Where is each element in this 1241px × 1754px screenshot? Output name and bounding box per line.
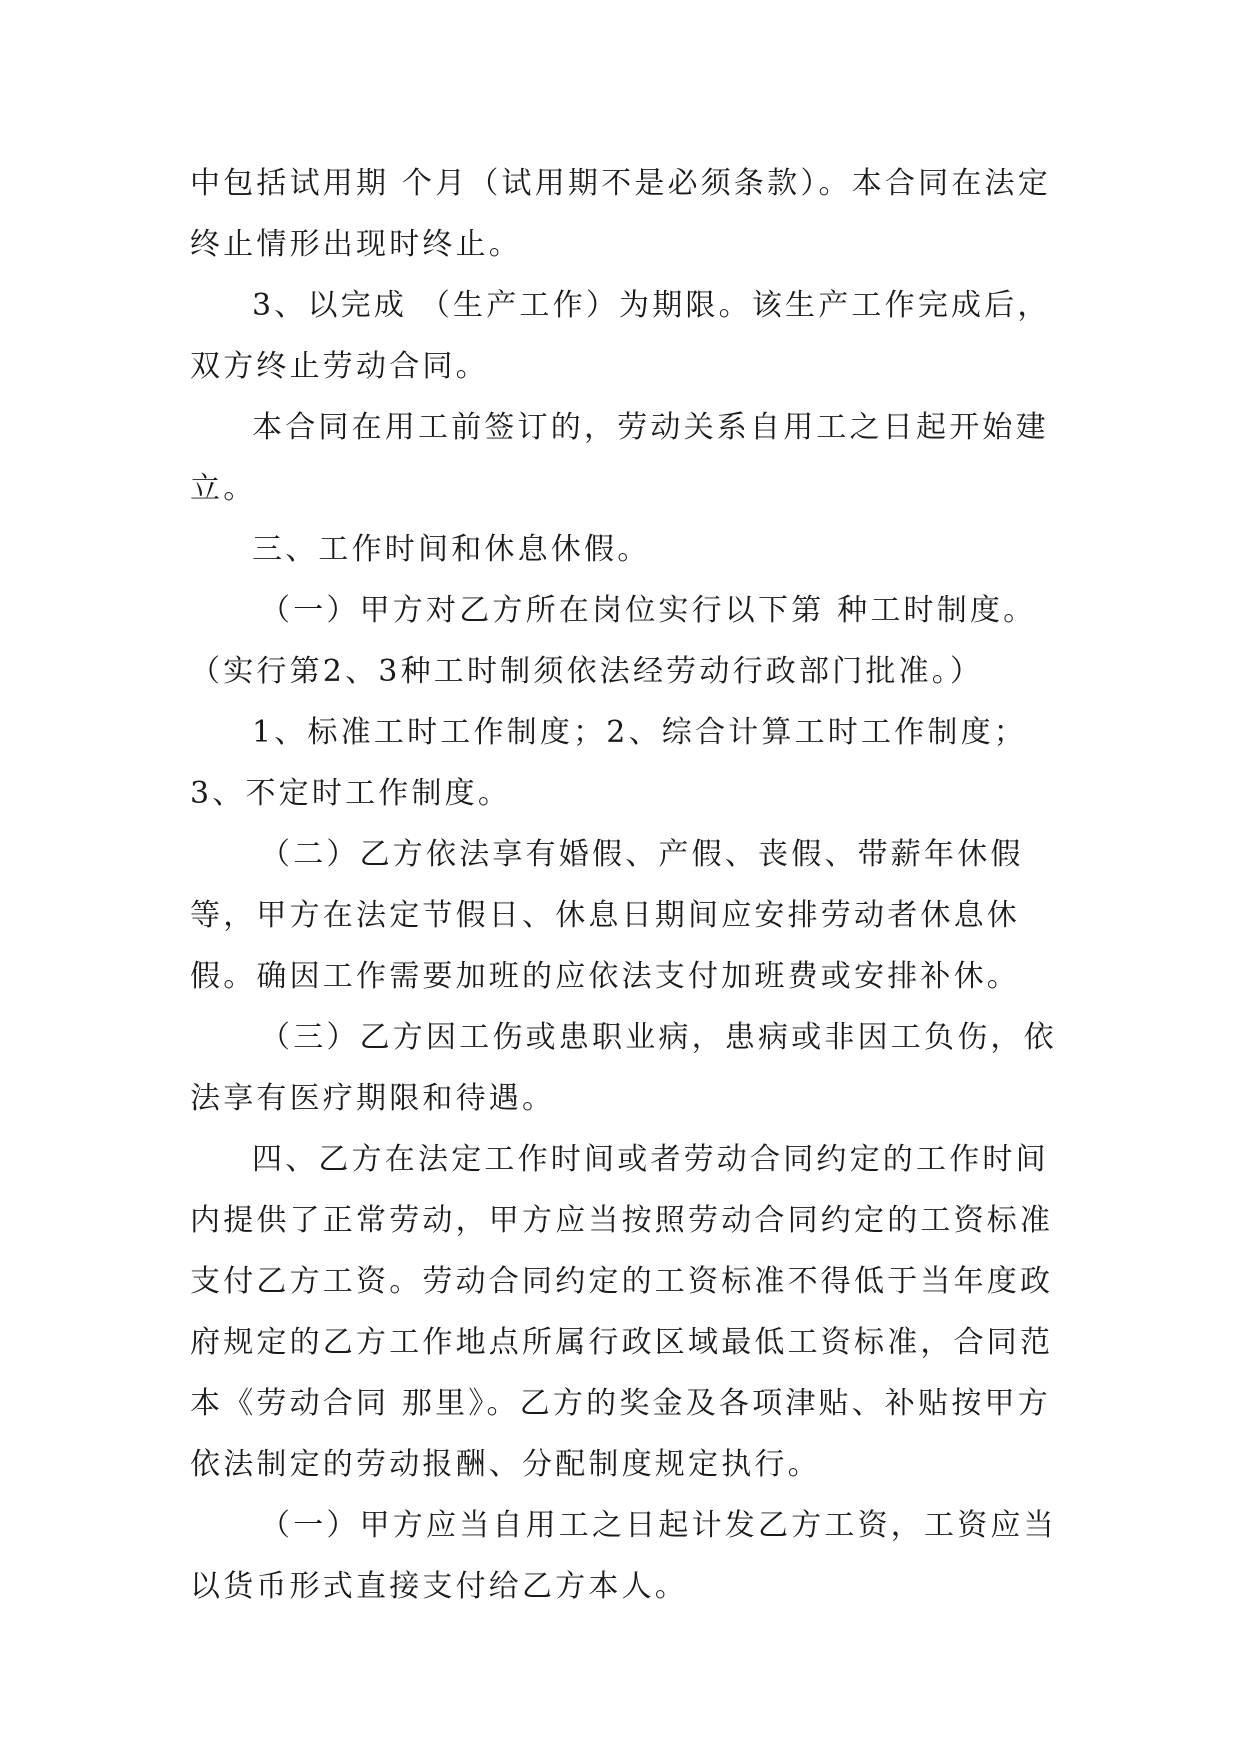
paragraph-task-based-term: 3、以完成 （生产工作）为期限。该生产工作完成后，双方终止劳动合同。 xyxy=(190,288,1051,384)
paragraph-work-hour-system: （一）甲方对乙方所在岗位实行以下第 种工时制度。（实行第2、3种工时制须依法经劳动行政部门批准。） xyxy=(190,593,1037,689)
paragraph-medical-treatment: （三）乙方因工伤或患职业病，患病或非因工负伤，依法享有医疗期限和待遇。 xyxy=(190,1020,1057,1116)
paragraph-wage-standard: 四、乙方在法定工作时间或者劳动合同约定的工作时间内提供了正常劳动，甲方应当按照劳动合同约定的工资标准支付乙方工资。劳动合同约定的工资标准不得低于当年度政府规定的乙方工作地点所属行政区域最低工资标准，合同范本《劳动合同 那里》。乙方的奖金及各项津贴、补贴按甲方依法制定的劳动报酬、分配制度规定执行。 xyxy=(190,1142,1054,1482)
section-heading-working-hours: 三、工作时间和休息休假。 xyxy=(252,532,651,567)
paragraph-contract-signing: 本合同在用工前签订的，劳动关系自用工之日起开始建立。 xyxy=(190,410,1049,506)
document-body xyxy=(190,153,1070,1617)
paragraph-work-hour-options: 1、标准工时工作制度；2、综合计算工时工作制度；3、不定时工作制度。 xyxy=(190,715,1027,811)
paragraph-wage-payment: （一）甲方应当自用工之日起计发乙方工资，工资应当以货币形式直接支付给乙方本人。 xyxy=(190,1508,1057,1604)
paragraph-leave-rights: （二）乙方依法享有婚假、产假、丧假、带薪年休假等，甲方在法定节假日、休息日期间应安排劳动者休息休假。确因工作需要加班的应依法支付加班费或安排补休。 xyxy=(190,837,1024,994)
paragraph-probation-term: 中包括试用期 个月（试用期不是必须条款）。本合同在法定终止情形出现时终止。 xyxy=(190,166,1051,262)
